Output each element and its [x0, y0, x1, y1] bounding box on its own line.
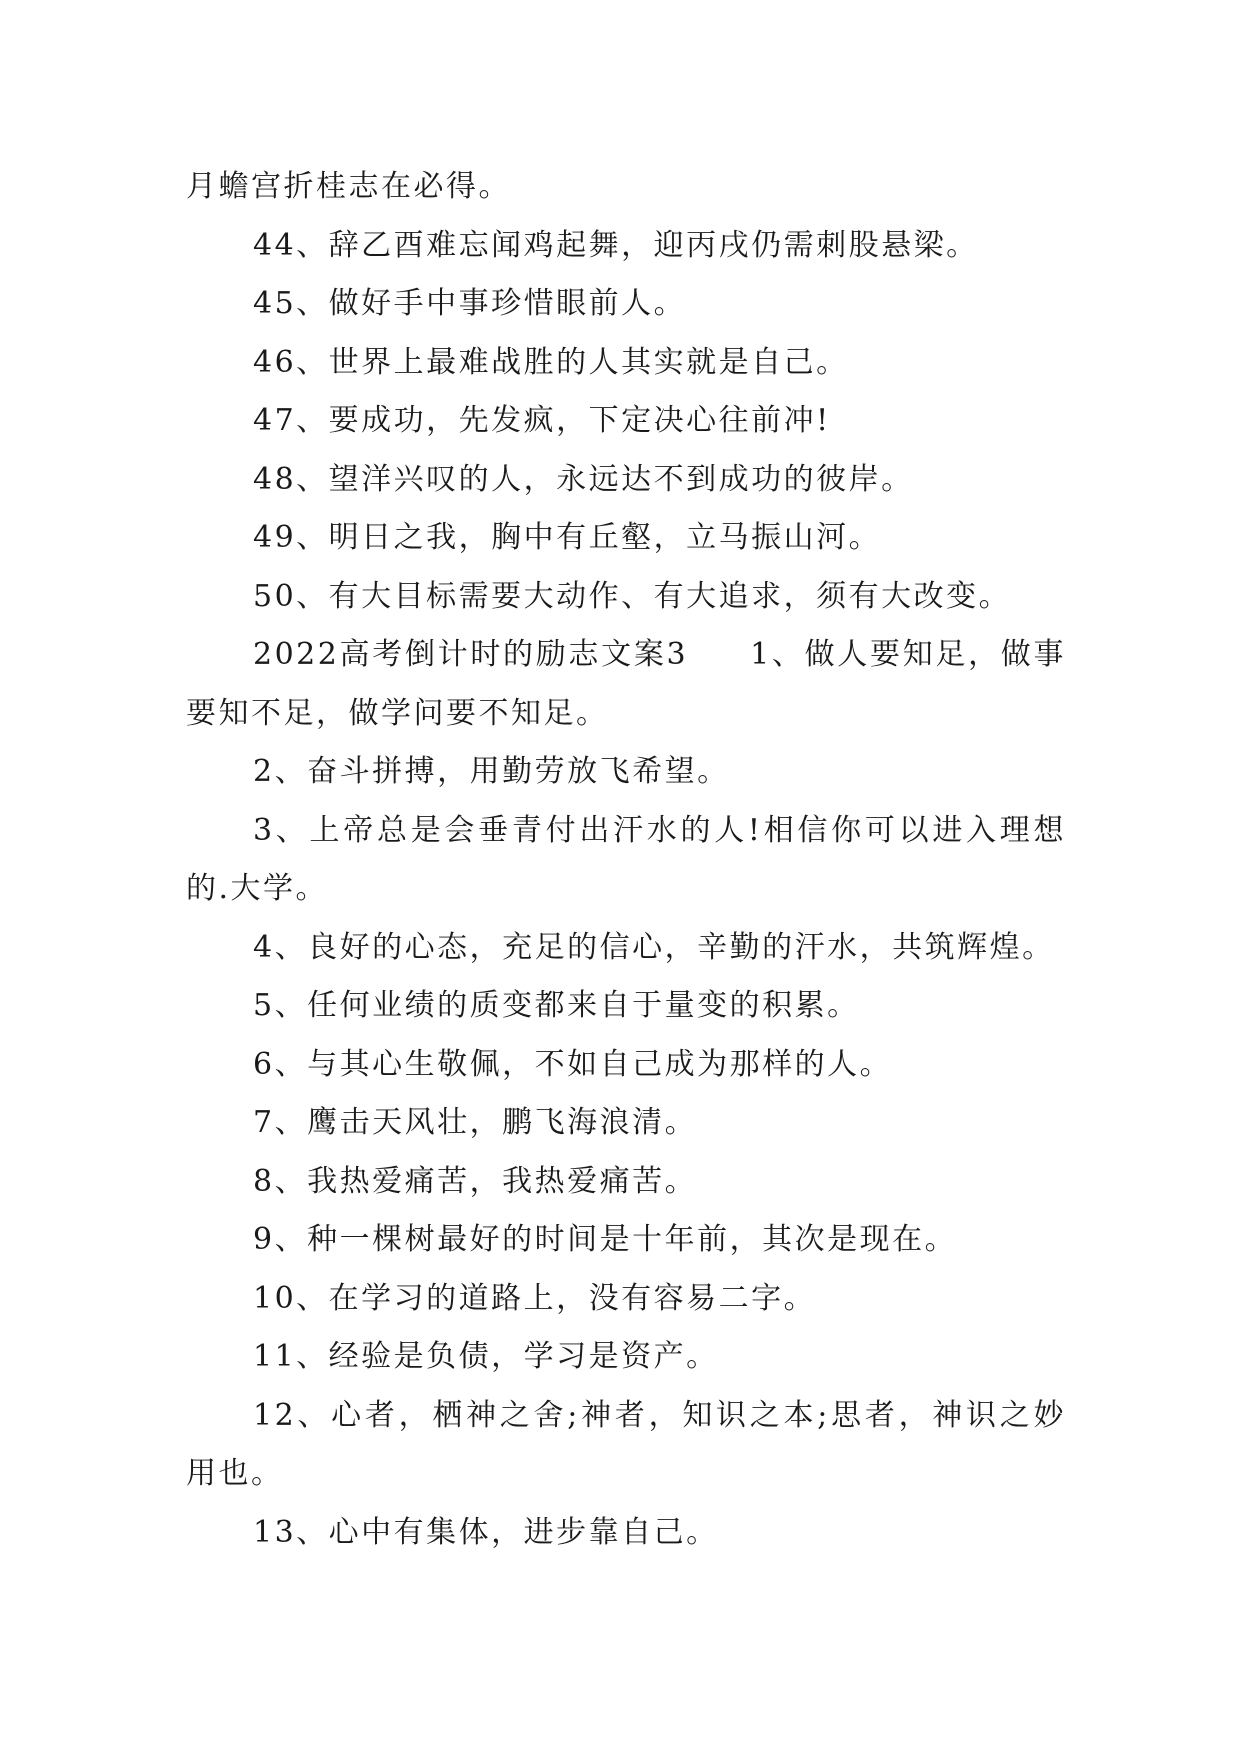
- list-item-12: 12、心者，栖神之舍;神者，知识之本;思者，神识之妙用也。: [186, 1397, 1066, 1491]
- list-item-4: 4、良好的心态，充足的信心，辛勤的汗水，共筑辉煌。: [253, 929, 1055, 965]
- list-item-46: 46、世界上最难战胜的人其实就是自己。: [253, 344, 849, 380]
- list-item-2: 2、奋斗拼搏，用勤劳放飞希望。: [253, 754, 730, 789]
- list-item-13: 13、心中有集体，进步靠自己。: [253, 1514, 719, 1550]
- list-item-8: 8、我热爱痛苦，我热爱痛苦。: [253, 1163, 698, 1199]
- section-heading-paragraph: [186, 626, 1066, 743]
- list-item-44: 44、辞乙酉难忘闻鸡起舞，迎丙戌仍需刺股悬梁。: [253, 227, 979, 263]
- list-item-6: 6、与其心生敬佩，不如自己成为那样的人。: [253, 1046, 893, 1082]
- list-item-7: 7、鹰击天风壮，鹏飞海浪清。: [253, 1105, 698, 1140]
- list-item-11: 11、经验是负债，学习是资产。: [253, 1339, 719, 1374]
- list-item-1: 1、做人要知足，做事要知不足，做学问要不知足。: [186, 637, 1066, 731]
- list-item-10: 10、在学习的道路上，没有容易二字。: [253, 1280, 817, 1316]
- list-item-3: 3、上帝总是会垂青付出汗水的人!相信你可以进入理想的.大学。: [186, 812, 1066, 906]
- list-item-5: 5、任何业绩的质变都来自于量变的积累。: [253, 988, 860, 1023]
- document-body: [186, 158, 1066, 1562]
- list-item-49: 49、明日之我，胸中有丘壑，立马振山河。: [253, 520, 882, 555]
- list-item-47: 47、要成功，先发疯，下定决心往前冲!: [253, 403, 831, 438]
- section-heading: 2022高考倒计时的励志文案3: [253, 637, 689, 672]
- list-item-9: 9、种一棵树最好的时间是十年前，其次是现在。: [253, 1222, 958, 1257]
- paragraph-continuation: 月蟾宫折桂志在必得。: [186, 169, 511, 204]
- list-item-50: 50、有大目标需要大动作、有大追求，须有大改变。: [253, 578, 1012, 614]
- list-item-45: 45、做好手中事珍惜眼前人。: [253, 286, 687, 321]
- list-item-48: 48、望洋兴叹的人，永远达不到成功的彼岸。: [253, 461, 914, 497]
